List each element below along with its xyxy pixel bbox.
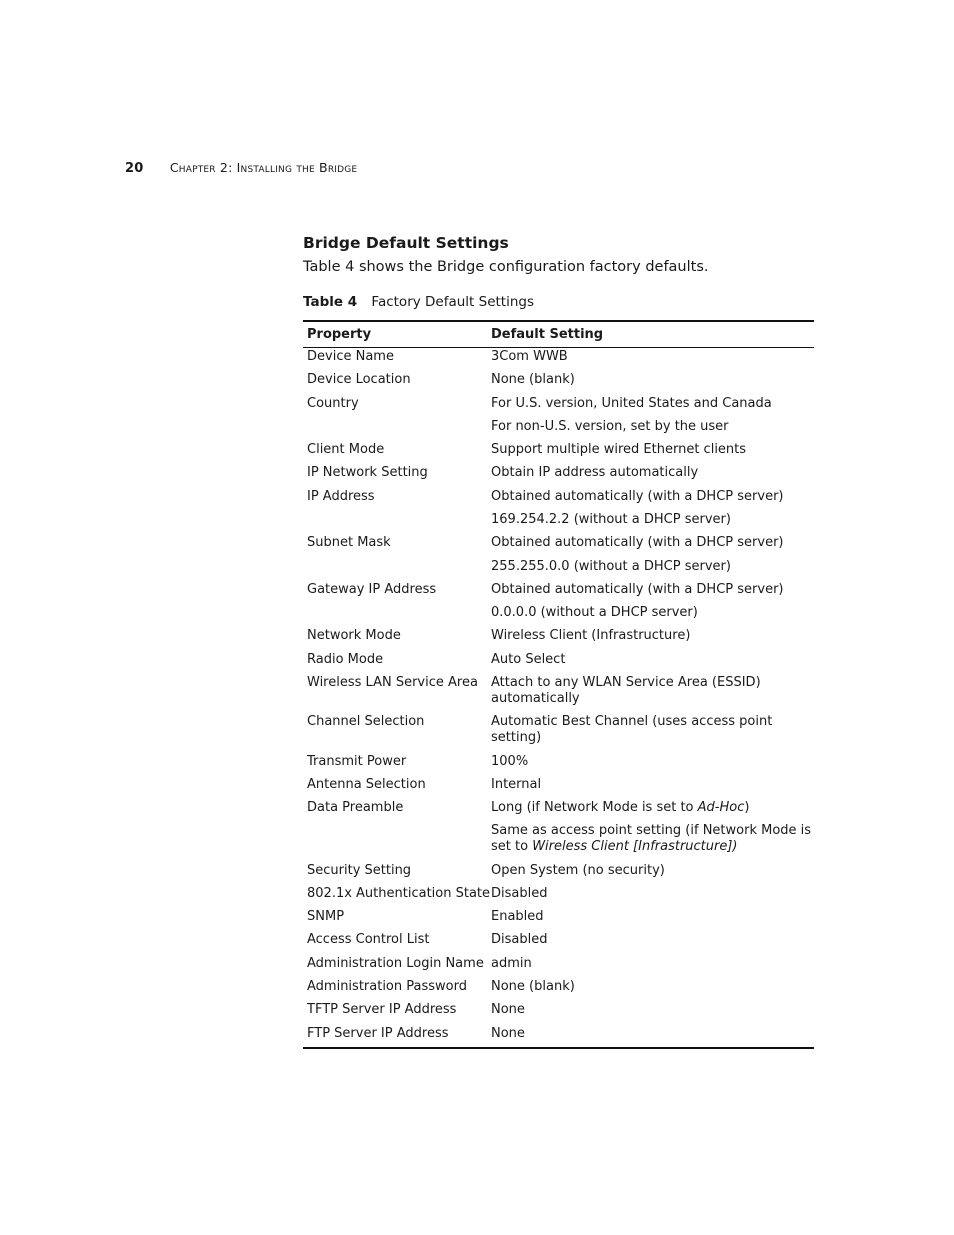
default-setting-cell: Internal bbox=[491, 776, 542, 792]
intro-paragraph: Table 4 shows the Bridge configuration factory defaults. bbox=[303, 259, 709, 275]
table-row bbox=[303, 462, 814, 485]
table-row bbox=[303, 415, 814, 438]
default-setting-cell bbox=[491, 823, 814, 855]
default-setting-cell bbox=[491, 800, 814, 816]
default-setting-cell: Support multiple wired Ethernet clients bbox=[491, 442, 747, 458]
default-setting-cell: Obtain IP address automatically bbox=[491, 465, 699, 481]
default-setting-cell: 0.0.0.0 (without a DHCP server) bbox=[491, 605, 698, 621]
value-italic-text: Ad-Hoc bbox=[697, 800, 745, 816]
default-setting-cell: Obtained automatically (with a DHCP server) bbox=[491, 535, 784, 551]
default-setting-cell: None (blank) bbox=[491, 372, 575, 388]
table-row bbox=[303, 392, 814, 415]
table-header-row bbox=[303, 322, 814, 348]
property-cell: Gateway IP Address bbox=[307, 581, 437, 597]
default-setting-cell: Automatic Best Channel (uses access point setting) bbox=[491, 714, 773, 746]
property-cell bbox=[303, 605, 491, 621]
property-cell: Administration Login Name bbox=[307, 955, 484, 971]
default-setting-cell: Enabled bbox=[491, 909, 544, 925]
property-cell: FTP Server IP Address bbox=[307, 1025, 449, 1041]
table-row bbox=[303, 859, 814, 882]
property-cell: Channel Selection bbox=[307, 714, 425, 730]
property-cell: Client Mode bbox=[307, 442, 385, 458]
table-row bbox=[303, 348, 814, 369]
table-row bbox=[303, 820, 814, 859]
table-row bbox=[303, 485, 814, 508]
property-cell bbox=[303, 512, 491, 528]
default-setting-cell: Open System (no security) bbox=[491, 862, 665, 878]
table-row bbox=[303, 929, 814, 952]
property-cell: Network Mode bbox=[307, 628, 401, 644]
table-row bbox=[303, 1022, 814, 1045]
property-cell: Administration Password bbox=[307, 979, 467, 995]
table-row bbox=[303, 999, 814, 1022]
table-row bbox=[303, 578, 814, 601]
header-property: Property bbox=[307, 327, 372, 342]
table-row bbox=[303, 750, 814, 773]
property-cell bbox=[303, 823, 491, 855]
property-cell: TFTP Server IP Address bbox=[307, 1002, 457, 1018]
table-row bbox=[303, 773, 814, 796]
property-cell bbox=[303, 419, 491, 435]
value-text: Same as access point setting (if Network Mode is set to bbox=[491, 823, 812, 855]
value-text: Long (if Network Mode is set to bbox=[491, 800, 698, 816]
default-setting-cell: For U.S. version, United States and Canada bbox=[491, 395, 772, 411]
header-default-setting: Default Setting bbox=[491, 327, 604, 342]
default-setting-cell: Obtained automatically (with a DHCP server) bbox=[491, 488, 784, 504]
default-setting-cell: For non-U.S. version, set by the user bbox=[491, 418, 729, 434]
table-row bbox=[303, 906, 814, 929]
table-row bbox=[303, 625, 814, 648]
table-caption bbox=[303, 294, 534, 310]
property-cell: Data Preamble bbox=[307, 800, 404, 816]
property-cell: 802.1x Authentication State bbox=[307, 885, 491, 901]
table-row bbox=[303, 602, 814, 625]
property-cell: Device Name bbox=[307, 349, 394, 364]
property-cell bbox=[303, 559, 491, 575]
default-setting-cell: 100% bbox=[491, 753, 529, 769]
default-setting-cell: Auto Select bbox=[491, 651, 566, 667]
table-row bbox=[303, 882, 814, 905]
default-setting-cell: 255.255.0.0 (without a DHCP server) bbox=[491, 558, 731, 574]
table-caption-text: Factory Default Settings bbox=[371, 294, 535, 310]
table-row bbox=[303, 671, 814, 710]
default-setting-cell: 3Com WWB bbox=[491, 349, 568, 364]
property-cell: Device Location bbox=[307, 372, 411, 388]
default-setting-cell: None bbox=[491, 1025, 525, 1041]
page-number: 20 bbox=[125, 161, 144, 176]
table-row bbox=[303, 975, 814, 998]
table-row bbox=[303, 796, 814, 819]
table-row bbox=[303, 952, 814, 975]
section-title: Bridge Default Settings bbox=[303, 234, 509, 252]
table-row bbox=[303, 648, 814, 671]
property-cell: Country bbox=[307, 395, 359, 411]
table-row bbox=[303, 532, 814, 555]
default-setting-cell: Wireless Client (Infrastructure) bbox=[491, 628, 691, 644]
default-setting-cell: 169.254.2.2 (without a DHCP server) bbox=[491, 511, 731, 527]
property-cell: IP Network Setting bbox=[307, 465, 428, 481]
table-row bbox=[303, 508, 814, 531]
property-cell: Transmit Power bbox=[307, 753, 407, 769]
value-text-suffix: ) bbox=[744, 800, 750, 816]
default-setting-cell: None (blank) bbox=[491, 979, 575, 995]
default-setting-cell: Attach to any WLAN Service Area (ESSID) automatically bbox=[491, 674, 761, 706]
value-italic-text: Wireless Client [Infrastructure]) bbox=[532, 839, 738, 855]
table-row bbox=[303, 439, 814, 462]
default-setting-cell: Disabled bbox=[491, 932, 548, 948]
defaults-table bbox=[303, 320, 814, 1049]
chapter-title: Chapter 2: Installing the Bridge bbox=[169, 160, 358, 175]
table-body bbox=[303, 348, 814, 1047]
property-cell: IP Address bbox=[307, 488, 375, 504]
running-header bbox=[125, 160, 357, 176]
default-setting-cell: Disabled bbox=[491, 885, 548, 901]
property-cell: Subnet Mask bbox=[307, 535, 391, 551]
property-cell: Security Setting bbox=[307, 862, 412, 878]
property-cell: SNMP bbox=[307, 909, 345, 925]
property-cell: Access Control List bbox=[307, 932, 430, 948]
table-row bbox=[303, 711, 814, 750]
default-setting-cell: admin bbox=[491, 955, 532, 971]
table-row bbox=[303, 369, 814, 392]
property-cell: Wireless LAN Service Area bbox=[307, 674, 478, 690]
property-cell: Antenna Selection bbox=[307, 776, 426, 792]
default-setting-cell: None bbox=[491, 1002, 525, 1018]
table-caption-label: Table 4 bbox=[303, 294, 358, 310]
default-setting-cell: Obtained automatically (with a DHCP server) bbox=[491, 581, 784, 597]
property-cell: Radio Mode bbox=[307, 651, 384, 667]
table-row bbox=[303, 555, 814, 578]
